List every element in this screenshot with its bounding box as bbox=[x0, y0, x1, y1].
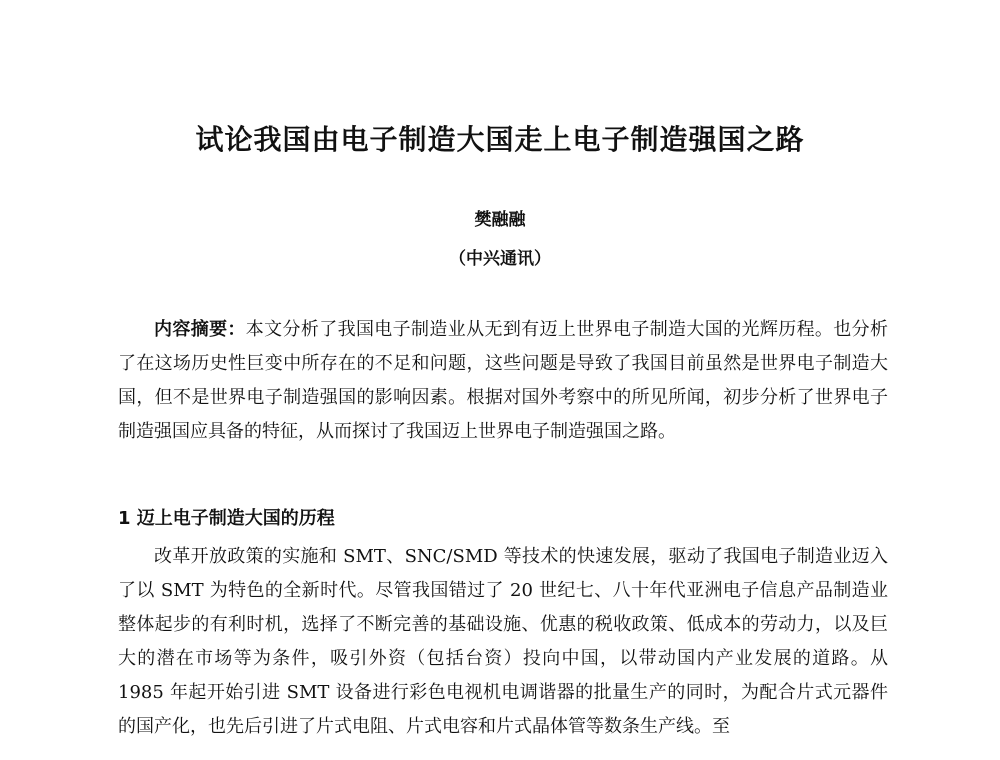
paper-title: 试论我国由电子制造大国走上电子制造强国之路 bbox=[195, 123, 805, 156]
section-heading: 1 迈上电子制造大国的历程 bbox=[118, 508, 335, 529]
abstract-label: 内容摘要： bbox=[154, 319, 246, 340]
author-name: 樊融融 bbox=[474, 210, 526, 230]
author-affiliation: （中兴通讯） bbox=[449, 249, 551, 269]
abstract bbox=[118, 313, 888, 449]
section-body-text: 改革开放政策的实施和 SMT、SNC/SMD 等技术的快速发展，驱动了我国电子制造业迈入了以 SMT 为特色的全新时代。尽管我国错过了 20 世纪七、八十年代亚洲电子信息产品制造业整体起步的有利时机，选择了不断完善的基础设施、优惠的税收政策、低成本的劳动力，以及巨大的潜在市场等为条件，吸引外资（包括台资）投向中国，以带动国内产业发展的道路。从 1985 年起开始引进 SMT 设备进行彩色电视机电调谐器的批量生产的同时，为配合片式元器件的国产化，也先后引进了片式电阻、片式电容和片式晶体管等数条生产线。至 bbox=[118, 546, 888, 737]
abstract-text: 本文分析了我国电子制造业从无到有迈上世界电子制造大国的光辉历程。也分析了在这场历史性巨变中所存在的不足和问题，这些问题是导致了我国目前虽然是世界电子制造大国，但不是世界电子制造强国的影响因素。根据对国外考察中的所见所闻，初步分析了世界电子制造强国应具备的特征，从而探讨了我国迈上世界电子制造强国之路。 bbox=[118, 319, 888, 442]
